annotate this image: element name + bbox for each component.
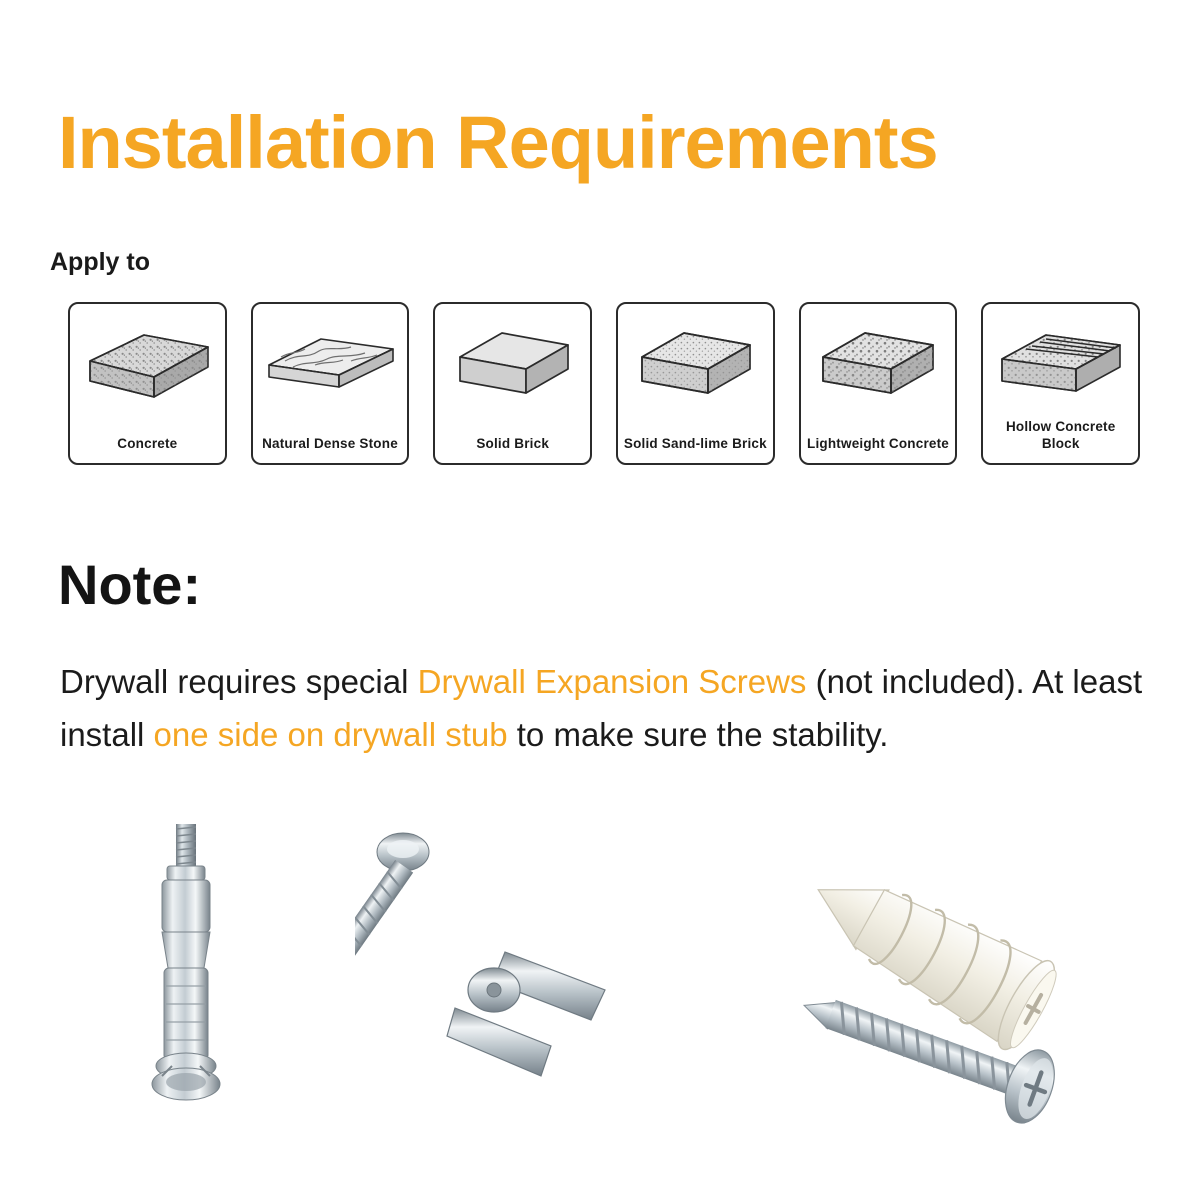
solid-sand-lime-brick-illustration <box>618 318 773 406</box>
apply-to-card-caption: Natural Dense Stone <box>262 436 398 452</box>
apply-to-card-solid-sand-lime-brick <box>616 302 775 465</box>
hollow-concrete-block-illustration <box>983 318 1138 406</box>
apply-to-card-caption: Lightweight Concrete <box>807 436 950 452</box>
solid-brick-illustration <box>435 318 590 406</box>
apply-to-card-lightweight-concrete <box>799 302 958 465</box>
note-text-part-3: to make sure the stability. <box>507 716 889 754</box>
lightweight-concrete-illustration <box>801 318 956 406</box>
apply-to-card-natural-dense-stone <box>251 302 410 465</box>
toggle-bolt-spring-anchor <box>355 820 645 1135</box>
note-text-part-2: (not included). At least install <box>60 663 1143 754</box>
apply-to-card-caption: Solid Sand-lime Brick <box>623 436 767 452</box>
metal-sleeve-expansion-anchor <box>120 818 290 1143</box>
pan-head-wood-screw <box>772 958 1102 1163</box>
apply-to-card-caption: Concrete <box>117 436 178 452</box>
note-highlight-drywall-expansion-screws: Drywall Expansion Screws <box>417 663 807 700</box>
apply-to-card-list <box>68 302 1140 465</box>
apply-to-label: Apply to <box>50 248 150 276</box>
apply-to-card-hollow-concrete-block <box>981 302 1140 465</box>
concrete-block-illustration <box>70 318 225 406</box>
note-text <box>60 655 1145 762</box>
hardware-photo-row <box>0 810 1200 1200</box>
page-title: Installation Requirements <box>58 101 938 184</box>
natural-dense-stone-illustration <box>253 318 408 406</box>
apply-to-card-concrete <box>68 302 227 465</box>
apply-to-card-solid-brick <box>433 302 592 465</box>
note-heading: Note: <box>58 553 202 616</box>
note-text-part-1: Drywall requires special <box>60 663 418 700</box>
apply-to-card-caption: Hollow Concrete Block <box>1005 419 1116 452</box>
apply-to-card-caption: Solid Brick <box>476 436 550 452</box>
note-highlight-one-side-on-drywall-stub: one side on drywall stub <box>153 716 508 754</box>
